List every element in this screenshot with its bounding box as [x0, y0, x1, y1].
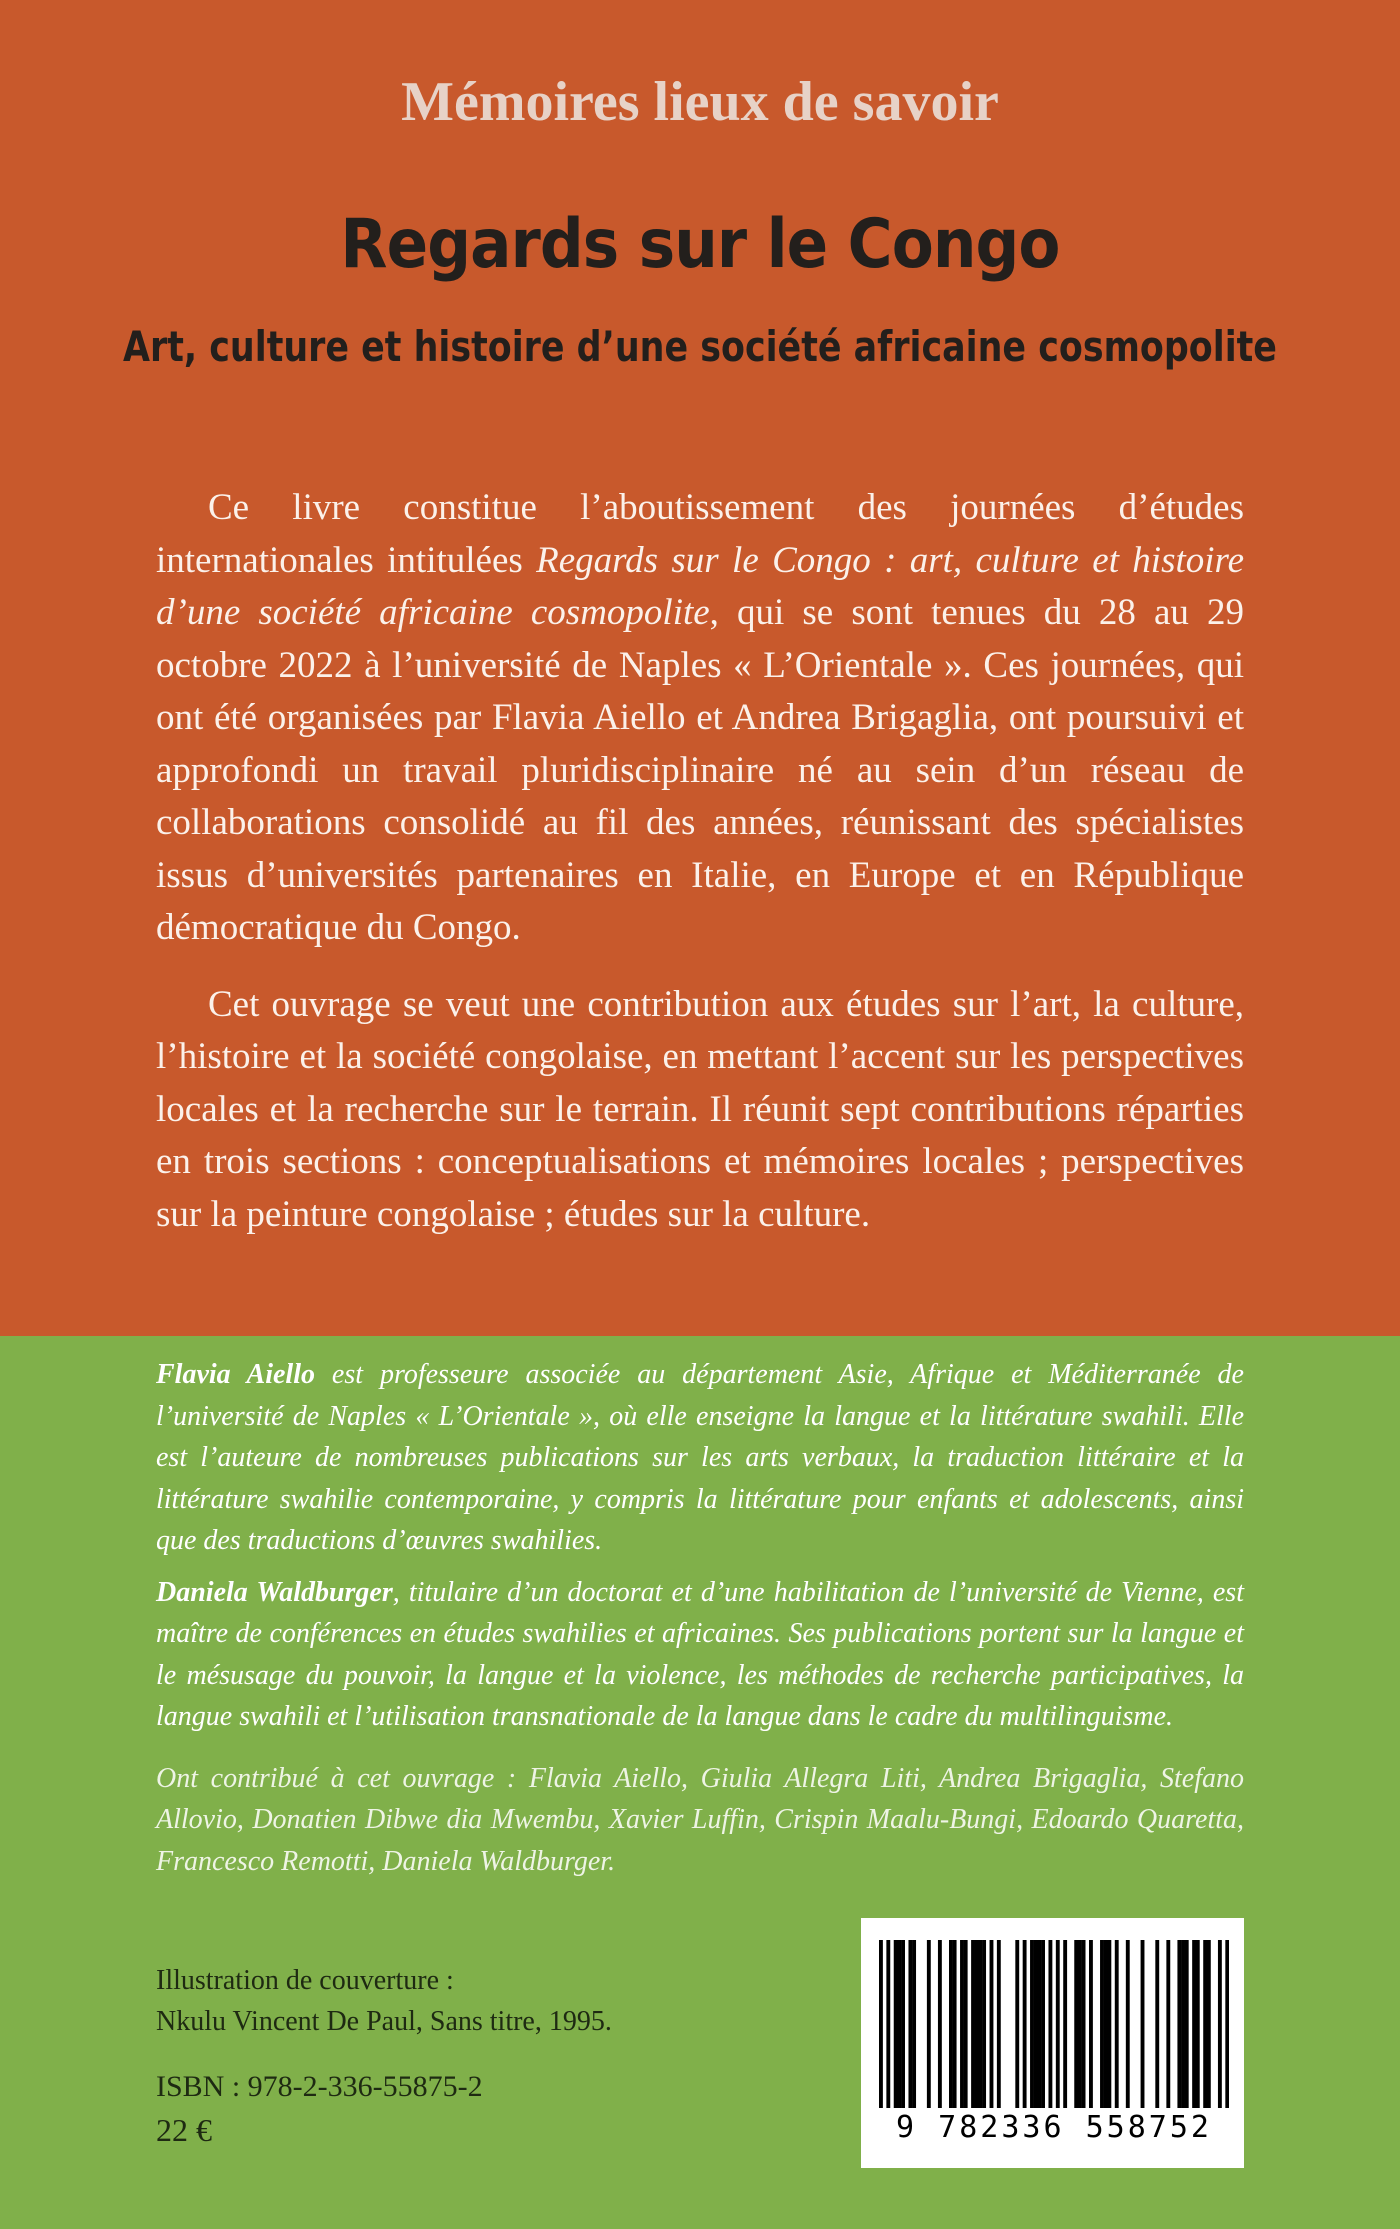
cover-credit [156, 1960, 756, 2042]
barcode-bar [1015, 1940, 1019, 2108]
book-subtitle: Art, culture et histoire d’une société africaine cosmopolite [123, 322, 1277, 371]
isbn: ISBN : 978-2-336-55875-2 [156, 2070, 483, 2103]
book-title: Regards sur le Congo [340, 205, 1060, 284]
barcode-bar [1082, 1940, 1086, 2108]
barcode-bar [997, 1940, 1001, 2108]
contributors-list: Ont contribué à cet ouvrage : Flavia Aiello, Giulia Allegra Liti, Andrea Brigaglia, Stefano Allovio, Donatien Dibwe dia Mwembu, Xavier Luffin, Crispin Maalu-Bungi, Edoardo Quaretta, Francesco Remotti, Daniela Waldburger. [156, 1762, 1244, 1877]
barcode-bar [897, 1940, 901, 2108]
barcode-bar [1218, 1940, 1222, 2108]
barcode-bar [953, 1940, 957, 2108]
barcode-bar [1225, 1940, 1229, 2108]
barcode-bar [1078, 1940, 1082, 2108]
barcode-bar [1203, 1940, 1207, 2108]
description [156, 482, 1244, 1265]
barcode-bar [1155, 1940, 1159, 2108]
barcode-bar [1185, 1940, 1189, 2108]
colloquium-title: Regards sur le Congo : art, culture et histoire d’une société africaine cosmopolite [156, 539, 1244, 633]
cover-credit-text: Nkulu Vincent De Paul, Sans titre, 1995. [156, 2006, 612, 2037]
author-1-name: Flavia Aiello [156, 1359, 315, 1390]
barcode-bar [1115, 1940, 1119, 2108]
description-paragraph-1: Ce livre constitue l’aboutissement des journées d’études internationales intitulées Regards sur le Congo : art, culture et histoire d’une société africaine cosmopolite, qui se sont tenues du 28 au 29 octobre 2022 à l’université de Naples « L’Orientale ». Ces journées, qui ont été organisées par Flavia Aiello et Andrea Brigaglia, ont poursuivi et approfondi un travail pluridisciplinaire né au sein d’un réseau de collaborations consolidé au fil des années, réunissant des spécialistes issus d’universités partenaires en Italie, en Europe et en République démocratique du Congo. [156, 487, 1244, 948]
barcode-bar [960, 1940, 964, 2108]
barcode-bar [1192, 1940, 1196, 2108]
barcode-bar [1041, 1940, 1045, 2108]
barcode-bar [908, 1940, 912, 2108]
barcode-bar [949, 1940, 953, 2108]
barcode-bar [894, 1940, 898, 2108]
cover-credit-label: Illustration de couverture : [156, 1965, 454, 1996]
author-2-name: Daniela Waldburger [156, 1576, 393, 1608]
bio-author-1: Flavia Aiello est professeure associée au département Asie, Afrique et Méditerranée de l’université de Naples « L’Orientale », où elle enseigne la langue et la littérature swahili. Elle est l’auteure de nombreuses publications sur les arts verbaux, la traduction littéraire et la littérature swahilie contemporaine, y compris la littérature pour enfants et adolescents, ainsi que des traductions d’œuvres swahilies. [156, 1359, 1244, 1556]
barcode-bar [964, 1940, 968, 2108]
description-paragraph-2: Cet ouvrage se veut une contribution aux études sur l’art, la culture, l’histoire et la société congolaise, en mettant l’accent sur les perspectives locales et la recherche sur le terrain. Il réunit sept contributions réparties en trois sections : conceptualisations et mémoires locales ; perspectives sur la peinture congolaise ; études sur la culture. [156, 983, 1244, 1235]
barcode-bar [1074, 1940, 1078, 2108]
barcode-bar [927, 1940, 931, 2108]
barcode-bar [1037, 1940, 1041, 2108]
barcode-bar [1196, 1940, 1200, 2108]
series-name: Mémoires lieux de savoir [401, 71, 999, 133]
price: 22 € [156, 2112, 212, 2148]
barcode-bar [982, 1940, 986, 2108]
barcode-bar [1104, 1940, 1108, 2108]
barcode-bar [938, 1940, 942, 2108]
barcode-bars [879, 1940, 1229, 2108]
barcode-bar [879, 1940, 883, 2108]
barcode-bar [1177, 1940, 1181, 2108]
barcode-bar [1034, 1940, 1038, 2108]
barcode-bar [990, 1940, 994, 2108]
author-bios [156, 1354, 1244, 1892]
barcode-bar [1181, 1940, 1185, 2108]
barcode [861, 1918, 1244, 2168]
barcode-bar [971, 1940, 975, 2108]
barcode-bar [978, 1940, 982, 2108]
barcode-bar [975, 1940, 979, 2108]
barcode-bar [886, 1940, 890, 2108]
barcode-bar [1166, 1940, 1170, 2108]
barcode-bar [1107, 1940, 1111, 2108]
barcode-bar [1056, 1940, 1060, 2108]
barcode-bar [1100, 1940, 1104, 2108]
barcode-bar [1063, 1940, 1067, 2108]
barcode-bar [912, 1940, 916, 2108]
barcode-bar [1126, 1940, 1130, 2108]
bio-author-2: Daniela Waldburger, titulaire d’un doctorat et d’une habilitation de l’université de Vienne, est maître de conférences en études swahilies et africaines. Ses publications portent sur la langue et le mésusage du pouvoir, la langue et la violence, les méthodes de recherche participatives, la langue swahili et l’utilisation transnationale de la langue dans le cadre du multilinguisme. [156, 1576, 1244, 1732]
barcode-bar [1048, 1940, 1052, 2108]
barcode-bar [1089, 1940, 1093, 2108]
barcode-bar [1030, 1940, 1034, 2108]
barcode-digits: 9 782336 558752 [896, 2110, 1212, 2145]
barcode-bar [901, 1940, 905, 2108]
barcode-bar [1023, 1940, 1027, 2108]
barcode-bar [1207, 1940, 1211, 2108]
barcode-bar [1141, 1940, 1145, 2108]
